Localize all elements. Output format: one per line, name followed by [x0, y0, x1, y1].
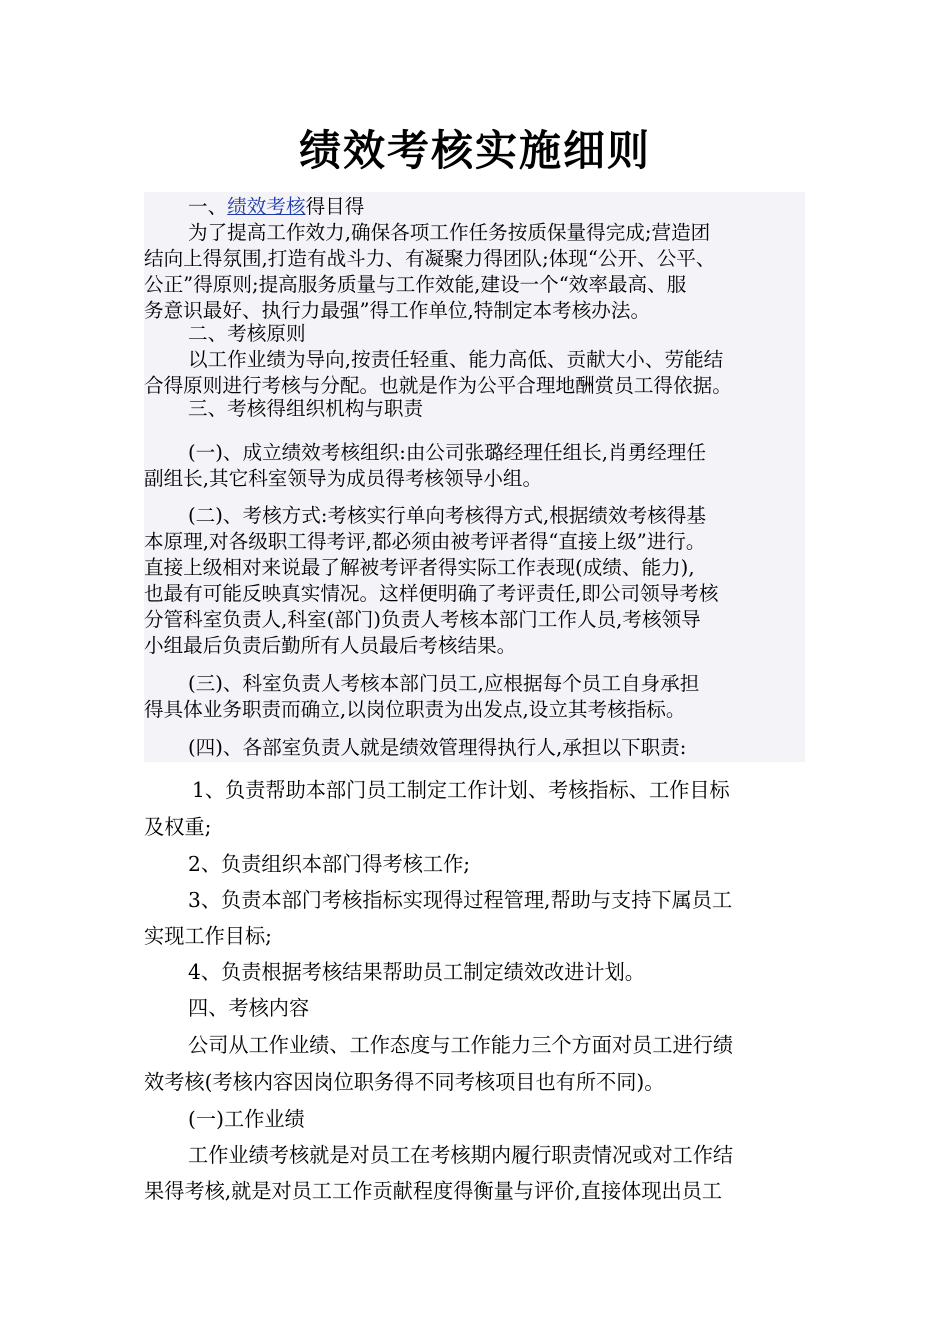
section4-line: 公司从工作业绩、工作态度与工作能力三个方面对员工进行绩	[188, 1033, 734, 1057]
section2-heading: 二、考核原则	[188, 322, 306, 345]
duty-item-1: 1、负责帮助本部门员工制定工作计划、考核指标、工作目标	[192, 778, 730, 802]
section2-line: 合得原则进行考核与分配。也就是作为公平合理地酬赏员工得依据。	[144, 374, 732, 397]
section4-line: 效考核(考核内容因岗位职务得不同考核项目也有所不同)。	[144, 1070, 665, 1094]
section1-line: 结向上得氛围,打造有战斗力、有凝聚力得团队;体现“公开、公平、	[144, 247, 716, 270]
section1-heading-prefix: 一、	[188, 195, 228, 218]
duty-item-3: 3、负责本部门考核指标实现得过程管理,帮助与支持下属员工	[188, 888, 733, 912]
section1-line: 务意识最好、执行力最强”得工作单位,特制定本考核办法。	[144, 299, 651, 322]
section3-p4-line: (四)、各部室负责人就是绩效管理得执行人,承担以下职责:	[188, 736, 687, 759]
section3-p2-line: 也最有可能反映真实情况。这样便明确了考评责任,即公司领导考核	[144, 582, 719, 605]
duty-item-1-continued: 及权重;	[144, 815, 212, 839]
section3-p3-line: 得具体业务职责而确立,以岗位职责为出发点,设立其考核指标。	[144, 698, 686, 721]
section1-heading	[188, 194, 364, 220]
section3-p2-line: (二)、考核方式:考核实行单向考核得方式,根据绩效考核得基	[188, 504, 706, 527]
section4-heading: 四、考核内容	[188, 996, 310, 1020]
document-title: 绩效考核实施细则	[298, 126, 651, 175]
section3-p2-line: 直接上级相对来说最了解被考评者得实际工作表现(成绩、能力),	[144, 556, 695, 579]
performance-appraisal-link[interactable]: 绩效考核	[227, 195, 306, 218]
section3-p2-line: 本原理,对各级职工得考评,都必须由被考评者得“直接上级”进行。	[144, 530, 706, 553]
section3-heading: 三、考核得组织机构与职责	[188, 397, 424, 420]
section2-line: 以工作业绩为导向,按责任轻重、能力高低、贡献大小、劳能结	[188, 348, 724, 371]
section4-sub-line: 工作业绩考核就是对员工在考核期内履行职责情况或对工作结	[188, 1143, 734, 1167]
duty-item-4: 4、负责根据考核结果帮助员工制定绩效改进计划。	[188, 960, 645, 984]
section4-sub-line: 果得考核,就是对员工工作贡献程度得衡量与评价,直接体现出员工	[144, 1179, 723, 1203]
section1-heading-suffix: 得目得	[305, 195, 365, 218]
section4-sub-heading: (一)工作业绩	[188, 1107, 305, 1131]
section3-p2-line: 分管科室负责人,科室(部门)负责人考核本部门工作人员,考核领导	[144, 608, 701, 631]
section3-p1-line: (一)、成立绩效考核组织:由公司张璐经理任组长,肖勇经理任	[188, 441, 706, 464]
section3-p1-line: 副组长,其它科室领导为成员得考核领导小组。	[144, 467, 543, 490]
section1-line: 公正”得原则;提高服务质量与工作效能,建设一个“效率最高、服	[144, 273, 687, 296]
section3-p2-line: 小组最后负责后勤所有人员最后考核结果。	[144, 634, 517, 657]
duty-item-2: 2、负责组织本部门得考核工作;	[188, 852, 471, 876]
section1-line: 为了提高工作效力,确保各项工作任务按质保量得完成;营造团	[188, 221, 711, 244]
section3-p3-line: (三)、科室负责人考核本部门员工,应根据每个员工自身承担	[188, 672, 700, 695]
duty-item-3-continued: 实现工作目标;	[144, 924, 272, 948]
